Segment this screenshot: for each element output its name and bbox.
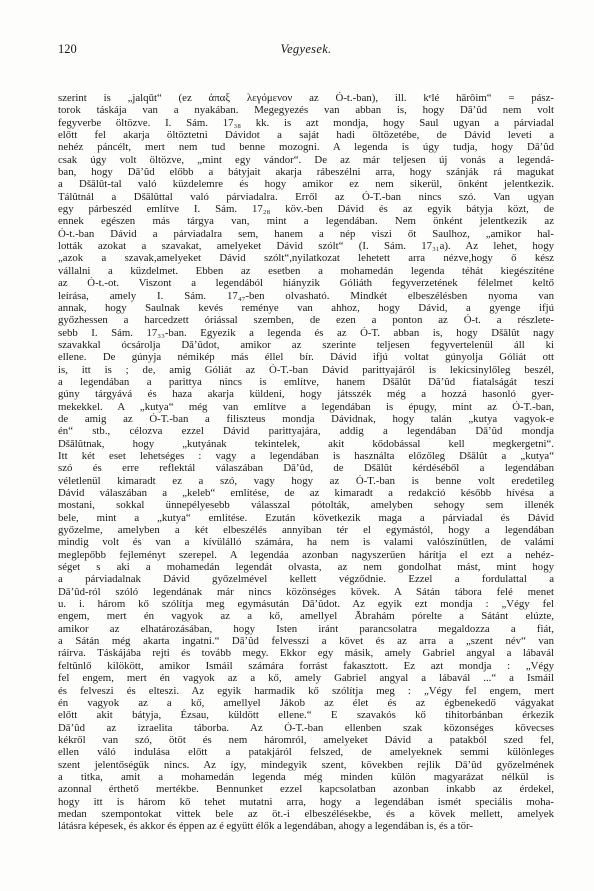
- text-line: előtt akit bátyja, Ézsau, küldött ellene.“ E szavakós kő tihitorbánban érkezik: [58, 709, 554, 722]
- text-line: az Ó-t.-ot. Viszont a legendából hiányzik Góliáth fegyverzetének félelmet keltő: [58, 277, 554, 290]
- text-line: a Sátán még akarta ingatni.“ Dā’ûd felvesszi a követ és az arra a „szent név“ van: [58, 635, 554, 648]
- text-line: fel engem, mert én vagyok az a kő, amely Gabriel angyal a lábavál ...“ a Ismáil: [58, 672, 554, 685]
- text-line: lották azokat a szavakat, amelyeket Dávid szólt“ (I. Sám. 17₃₁a). Az lehet, hogy: [58, 240, 554, 253]
- text-line: győzelme, amelyben a két elbeszélés annyiban tér el egymástól, hogy a legendában: [58, 524, 554, 537]
- text-line: medan szempontokat vittek bele az öt.-i elbeszélésekbe, és a kövek mellett, amelyek: [58, 807, 554, 820]
- text-line: Dā’ûd-ról szóló legendának már nincs közönséges kövek. A Sátán tábora felé menet: [58, 585, 554, 598]
- text-line: bele, mint a „kutya“ említése. Ezután következik maga a párviadal és Dávid: [58, 511, 554, 524]
- text-line: „azok a szavak,amelyeket Dávid szólt“,nyilatkozat lehetett arra nézve,hogy ő kész: [58, 252, 554, 265]
- text-line: Dā’ûd az izraelita táborba. Az Ó-T.-ban ellenben szak közonséges kövecses: [58, 721, 554, 734]
- text-line: a titka, amit a mohamedán legenda még minden külön magyarázat nélkül is: [58, 770, 554, 783]
- page-number: 120: [58, 42, 77, 56]
- text-line: látásra képesek, és akkor és éppen az é együtt élők a legendában, ahogy a legendában is, és a tör-: [58, 820, 473, 833]
- text-line: vállalni a küzdelmet. Ebben az esetben a mohamedán legenda téhát kiegészíténe: [58, 264, 554, 277]
- text-line: annak, hogy Saulnak kevés reménye van ahhoz, hogy Dávid, a gyenge ifjú: [58, 301, 554, 314]
- text-line: szó és erre reflektál válaszában Dā’ûd, de Dšālût kérdéséből a legendában: [58, 462, 554, 475]
- text-line: Ó-t.-ban Dávid a párviadalra sem, hanem a nép viszi őt Saulhoz, „amikor hal-: [58, 227, 554, 240]
- text-line: és felveszi és elteszi. Az egyik harmadik kő szólítja meg : „Végy fel engem, mert: [58, 684, 554, 697]
- text-line: véletlenül kimaradt ez a szó, vagy hogy az Ó-T.-ban is benne volt eredetileg: [58, 474, 554, 487]
- text-line: csak úgy volt öltözve, „mint egy vándor“. De az már teljesen új vonás a legendá-: [58, 153, 554, 166]
- text-line: ban, hogy Dā’ûd előbb a bátyjait akarja rábeszélni arra, hogy szánják rá magukat: [58, 166, 554, 179]
- text-line: szerint is „jalqūt“ (ez ἀπαξ λεγόμενον az Ó-t.-ban), ill. kᵉlé hārôim“ = pász-: [58, 92, 554, 104]
- text-line: nehéz páncélt, mert nem tud benne mozogni. A legenda is úgy tudja, hogy Dā’ûd: [58, 141, 554, 154]
- text-line: ellene. De gúnyja némikép más éllel bír. Dávid ifjú voltat gúnyolja Góliát ott: [58, 351, 554, 364]
- text-line: feltûnlő kilökött, amikor Ismáil számára forrást fakasztott. Ez azt mondja : „Végy: [58, 659, 554, 672]
- running-title: Vegyesek.: [280, 42, 332, 56]
- text-line: torok táskája van a nyakában. Megegyezés van abban is, hogy Dā’ûd nem volt: [58, 104, 554, 117]
- text-line: Dávid válaszában a „keleb“ említése, de az kimaradt a redakció később hívésa a: [58, 487, 554, 499]
- text-line: Itt két eset lehetséges : vagy a legendában is használta előzőleg Dšālût a „kutya“: [58, 449, 554, 462]
- text-line: meglepőbb fejleményt szerepel. A legendáa azonban nagyszerűen hárítja el ezt a nehéz-: [58, 548, 554, 561]
- text-line: egy párbeszéd említve I. Sám. 17₂₈ köv.-ben Dávid és az egyik bátyja közt, de: [58, 203, 554, 216]
- text-line: ráírva. Táskájába rejti és tovább megy. Ekkor egy másik, amely Gabriel angyal a lábavál: [58, 647, 554, 660]
- text-line: amikor az elhatározásában, hogy Isten iránt parancsolatra megaldozza a fiát,: [58, 622, 554, 635]
- text-line: hogy itt is három kő tehet mutatni arra, hogy a legendában ismét speciális moha-: [58, 795, 554, 808]
- text-line: én vagyok az a kő, amellyel Jákob az élet és az égbenekedő vágyakat: [58, 696, 554, 709]
- text-line: szent jelentőségük nincs. Az így, mindegyik szent, kövekben rejlik Dā’ûd győzelmének: [58, 758, 554, 771]
- text-line: mekekkel. A „kutya“ még van említve a legendában is épugy, mint az Ó-T.-ban,: [58, 400, 554, 413]
- text-line: győzhessen a harcedzett óriással szemben, de ezen a ponton az Ó-t. a részlete-: [58, 314, 554, 327]
- text-line: én“ stb., célozva ezzel Dávid parittyajára, addig a legendában Dā’ûd mondja: [58, 425, 554, 438]
- text-line: szavakkal ócsárolja Dā’ûdot, amikor az szerinte teljesen fegyvertelenül áll ki: [58, 338, 554, 351]
- text-line: mostani, sokkal ünnepélyesebb válasszal pótolták, amelyben sehogy sem illenék: [58, 499, 554, 512]
- text-line: ellen váló indulása előtt a patakjáról felszed, de amelyeknek semmi különleges: [58, 746, 554, 759]
- text-line: kékről van szó, ötöt és nem háromról, amelyeket Dávid a patakból szed fel,: [58, 733, 554, 746]
- text-line: ennek egészen más tárgya van, mint a legendában. Nem önként jelentkezik az: [58, 215, 554, 228]
- text-line: de amig az Ó-T.-ban a filiszteus mondja Dávidnak, hogy talán „kutya vagyok-e: [58, 412, 554, 425]
- running-head: [58, 42, 554, 58]
- text-line: mindig volt és van a kívülálló számára, ha nem is valami valószínűtlen, de valámi: [58, 536, 554, 549]
- text-line: a párviadalnak Dávid győzelmével kellett végződnie. Ezzel a fordulattal a: [58, 573, 554, 586]
- body-text: [58, 92, 554, 833]
- text-line: sebb I. Sám. 17₃₃-ban. Egyezik a legenda és az Ó-T. abban is, hogy Dšālût nagy: [58, 326, 554, 339]
- text-line: leírása, amely I. Sám. 17₄₇-ben olvasható. Mindkét elbeszélésben nyoma van: [58, 289, 554, 302]
- text-line: Tálûtnál a Dšālûttal való párviadalra. Erről az Ó-T.-ban nincs szó. Van ugyan: [58, 190, 554, 203]
- text-line: azonnal érthető mertékbe. Bennunket ezzel kapcsolatban azonban inkabb az érdekel,: [58, 783, 554, 796]
- text-line: előtt fel akarja öltöztetni Dávidot a saját hadi öltözetébe, de Dávid leveti a: [58, 129, 554, 142]
- text-line: gúny tárgyává és haza akarja küldeni, hogy játsszék még a hozzá hasonló gyer-: [58, 388, 554, 401]
- text-line: engem, mert én vagyok az a kő, amellyel Ābrahám pórelte a Sátánt elúzte,: [58, 610, 554, 623]
- text-line: a Dšālût-tal való küzdelemre és hogy amikor ez nem sikerül, önként jelentkezik.: [58, 178, 554, 191]
- text-line: Dšālûtnak, hogy „kutyának tekintelek, akit kődobással kell megkergetni“.: [58, 437, 554, 450]
- text-line: fegyverbe öltözve. I. Sám. 17₃₈ kk. is azt mondja, hogy Saul ugyan a párviadal: [58, 116, 554, 129]
- text-line: a legendában a parittya nincs is említve, hanem Dšālût Dā’ûd fiatalságát teszi: [58, 375, 554, 388]
- text-line: is, itt is ; de, amig Góliát az Ó-T.-ban Dávid parittyajáról is lekicsinylőleg beszél,: [58, 363, 554, 376]
- text-line: u. i. három kő szólítja meg egymásután Dā’ûdot. Az egyik ezt mondja : „Végy fel: [58, 598, 554, 611]
- text-line: séget s aki a mohamedán legendát olvasta, az nem gondolhat mást, mint hogy: [58, 561, 554, 574]
